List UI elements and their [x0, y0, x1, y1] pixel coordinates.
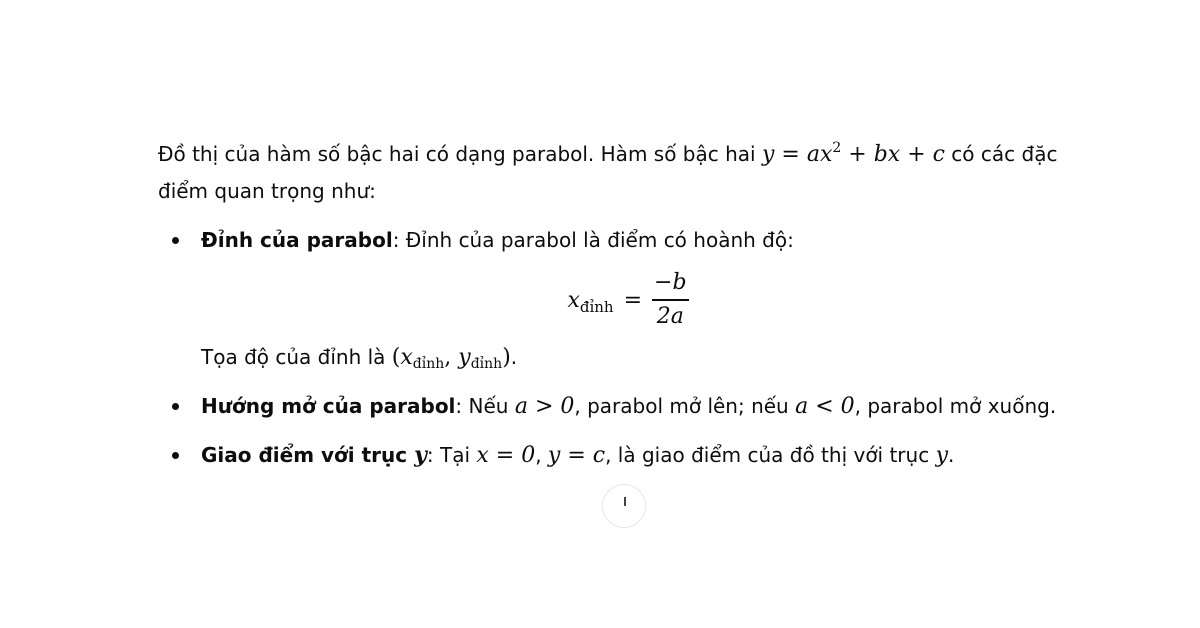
direction-title: Hướng mở của parabol: [201, 394, 456, 418]
intro-text-before: Đồ thị của hàm số bậc hai có dạng parabol. Hàm số bậc hai: [158, 142, 762, 166]
vertex-formula-lhs: $x_{đỉnh}$: [567, 287, 614, 316]
math-x-zero: x = 0: [476, 443, 536, 468]
answer-content: [158, 136, 1098, 486]
vertex-formula: [158, 265, 1098, 335]
bullet-dot: [172, 403, 179, 410]
intro-text-after: có các đặc điểm quan trọng như:: [158, 142, 1058, 203]
vertex-formula-equals: =: [623, 287, 643, 313]
quadratic-formula: $y = ax^2$ + bx + c: [761, 140, 945, 167]
intercept-title: Giao điểm với trục y: [201, 442, 427, 468]
bullet-dot: [172, 452, 179, 459]
vertex-formula-fraction: [652, 269, 689, 331]
fraction-numerator: −b: [654, 270, 687, 296]
arrow-down-icon: [624, 497, 626, 506]
math-a-negative: a < 0: [795, 394, 855, 419]
properties-list: [158, 222, 1098, 474]
vertex-coordinates-text: Tọa độ của đỉnh là ($x_{đỉnh}$, $y_{đỉnh}$).: [201, 345, 518, 372]
list-item-intercept: Giao điểm với trục y: Tại x = 0, y = c, là giao điểm của đồ thị với trục y.: [158, 437, 1098, 474]
math-y-c: y = c: [547, 443, 606, 468]
list-item-vertex: [158, 222, 1098, 376]
scroll-down-button[interactable]: [602, 484, 646, 528]
vertex-title: Đỉnh của parabol: [201, 228, 393, 252]
fraction-denominator: 2a: [656, 303, 684, 329]
intro-paragraph: [158, 136, 1098, 210]
math-a-positive: a > 0: [514, 394, 575, 419]
bullet-dot: [172, 237, 179, 244]
list-item-direction: Hướng mở của parabol: Nếu a > 0, parabol mở lên; nếu a < 0, parabol mở xuống.: [158, 388, 1098, 425]
vertex-text: : Đỉnh của parabol là điểm có hoành độ:: [392, 228, 794, 252]
fraction-bar: [652, 299, 689, 301]
